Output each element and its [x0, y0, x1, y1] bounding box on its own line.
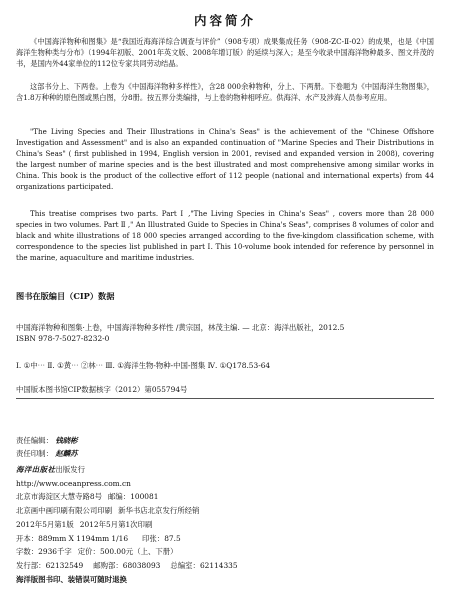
format: 开本：889mm X 1194mm 1/16: [16, 534, 129, 543]
mail-order-phone: 邮购部：68038093: [93, 561, 161, 570]
cip-title: 图书在版编目（CIP）数据: [16, 291, 115, 301]
printer-line: [16, 506, 199, 516]
word-count: 字数：2936千字: [16, 547, 72, 556]
publisher-line: [16, 465, 85, 475]
distributor: 新华书店北京发行所经销: [118, 506, 200, 515]
edition-line: [16, 520, 152, 530]
cip-classification: Ⅰ. ①中⋯ Ⅱ. ①黄⋯ ②林⋯ Ⅲ. ①海洋生物-物种-中国-图集 Ⅳ. ①Q178.53-64: [16, 361, 271, 370]
cip-bibliographic-line: 中国海洋物种和图集·上卷，中国海洋物种多样性 /黄宗国，林茂主编. — 北京：海洋出版社，2012.5: [16, 323, 345, 332]
intro-cn-paragraph-2: 这部书分上、下两卷。上卷为《中国海洋物种多样性》，含28 000余种物种，分上、下两册。下卷题为《中国海洋生物图集》，含1.8万种种的原色图或黑白图，分8册。按五界分类编排，与上卷的物种相呼应。供海洋、水产及涉海人员参考应用。: [16, 82, 434, 103]
sales-phone: 发行部：62132549: [16, 561, 84, 570]
divider: [16, 398, 434, 399]
publisher-suffix: 出版发行: [55, 465, 86, 474]
responsible-printing: [16, 449, 78, 459]
intro-en-paragraph-2: This treatise comprises two parts. Part Ⅰ ,"The Living Species in China's Seas" , covers more than 28 000 species in two volumes. Part Ⅱ ," An Illustrated Guide to Species in China's Seas", comprises 8 volumes of color and black and white illustrations of 18 000 species arranged according to the five-kingdom classification scheme, with correspondence to the species list published in part Ⅰ. This 10-volume book intended for reference by personnel in the marine, aquaculture and maritime industries.: [16, 209, 434, 262]
editor-name: 钱晓彬: [55, 436, 78, 445]
publisher-logo: 海洋出版社: [16, 465, 56, 474]
price-line: [16, 547, 178, 557]
printing-name: 赵麟苏: [55, 449, 78, 458]
printing-label: 责任印制：: [16, 449, 53, 458]
responsible-editor: [16, 436, 78, 446]
editorial-phone: 总编室：62114335: [170, 561, 238, 570]
return-notice: 海洋版图书印、装错误可随时退换: [16, 575, 127, 584]
printer: 北京画中画印刷有限公司印刷: [16, 506, 113, 515]
publisher-url: http://www.oceanpress.com.cn: [16, 479, 131, 488]
publisher-address-line: [16, 492, 158, 502]
publisher-postcode: 邮编：100081: [108, 492, 159, 501]
intro-en-paragraph-1: "The Living Species and Their Illustrations in China's Seas" is the achievement of the "Chinese Offshore Investigation and Assessment" and is also an expanded continuation of "Marine Species and Their Distributions in China's Seas" ( first published in 1994, English version in 2001, revised and expanded version in 2008), covering the largest number of marine species and is the best illustrated and most comprehensive among similar works in China. This book is the product of the collective effort of 112 people (national and international experts) from 44 organizations participated.: [16, 127, 434, 191]
printing: 2012年5月第1次印刷: [79, 520, 153, 529]
cip-isbn: ISBN 978-7-5027-8232-0: [16, 334, 110, 343]
page-title: 内容简介: [193, 13, 256, 28]
publisher-address: 北京市海淀区大慧寺路8号: [16, 492, 103, 501]
sheets: 印张：87.5: [142, 534, 181, 543]
contact-line: [16, 561, 238, 571]
editor-label: 责任编辑：: [16, 436, 53, 445]
price: 定价：500.00元（上、下册）: [77, 547, 178, 556]
intro-cn-paragraph-1: 《中国海洋物种和图集》是“我国近海海洋综合调查与评价”（908专项）成果集成任务（908-ZC-Ⅱ-02）的成果，也是《中国海洋生物种类与分布》（1994年初版、2001年英文版、2008年增订版）的延续与深入；是至今收录中国海洋物种最多、图文并茂的书，是国内外44家单位的112位专家共同劳动结晶。: [16, 37, 434, 69]
cip-record-number: 中国版本图书馆CIP数据核字（2012）第055794号: [16, 385, 188, 394]
format-line: [16, 534, 181, 544]
edition: 2012年5月第1版: [16, 520, 74, 529]
